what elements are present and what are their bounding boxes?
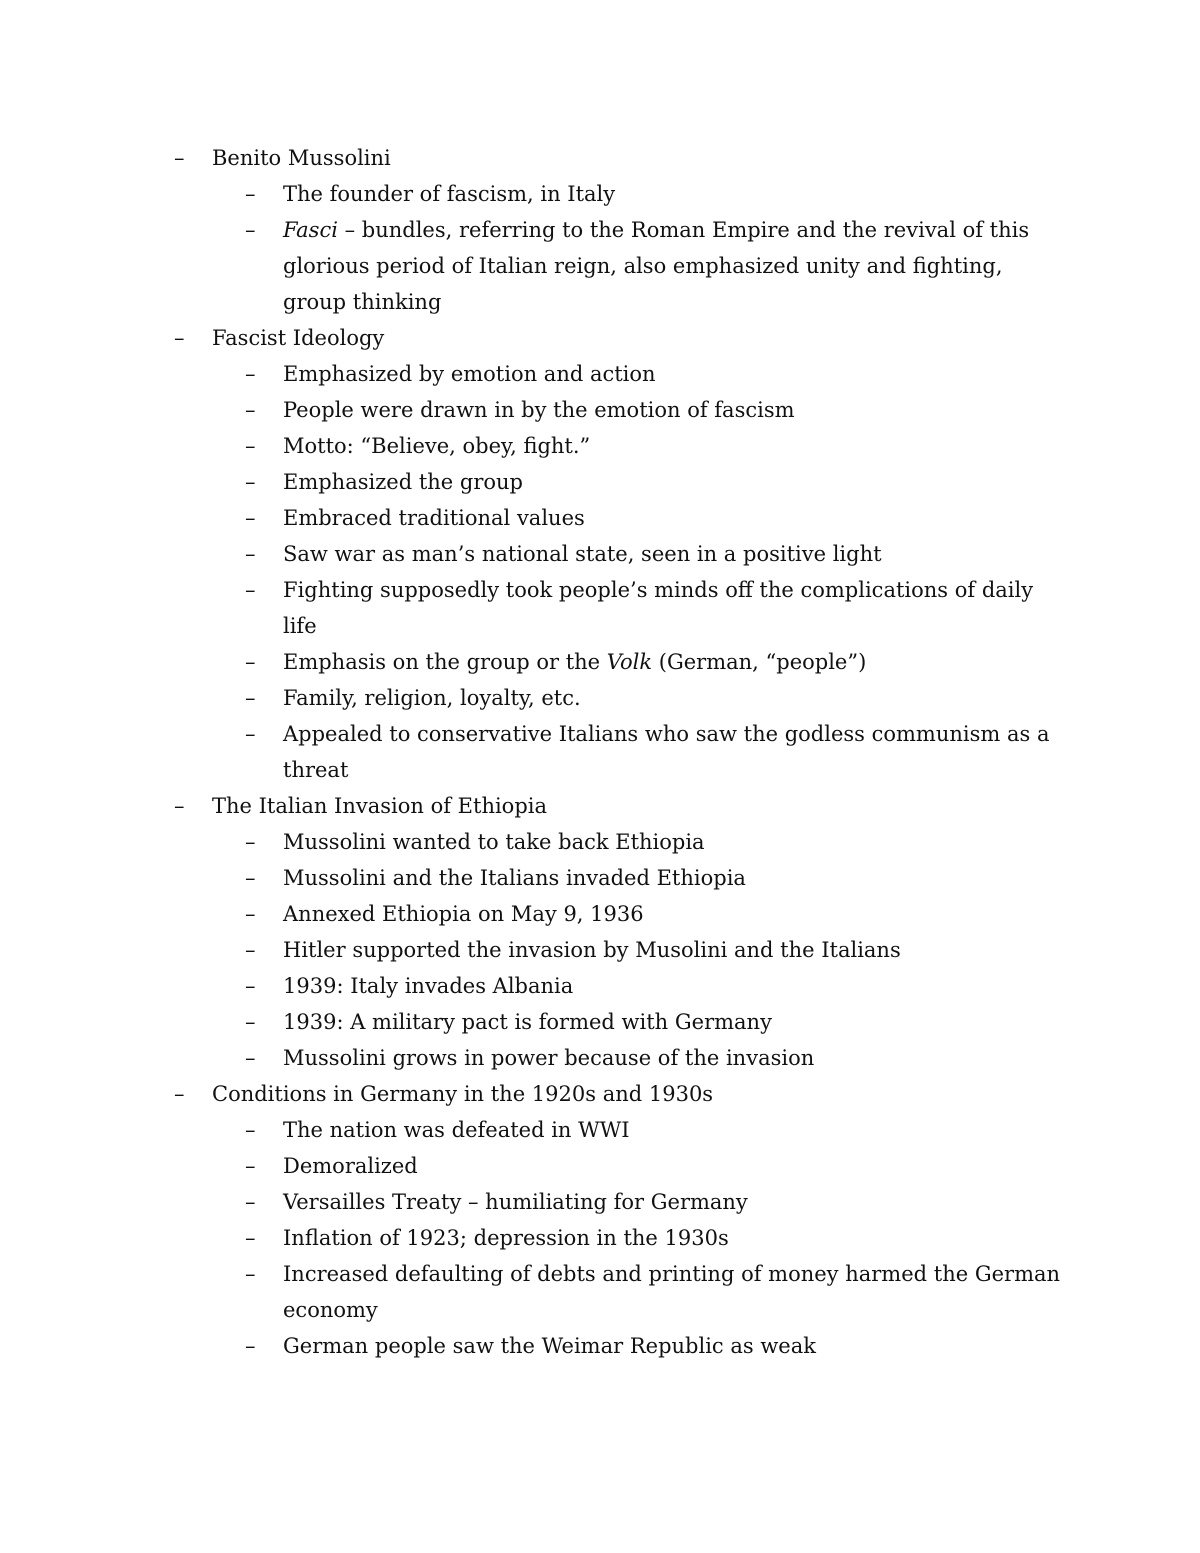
item-text <box>283 1334 816 1358</box>
dash-bullet-icon: – <box>245 1154 256 1178</box>
item-text <box>283 902 644 926</box>
outline-subitem <box>0 1004 1063 1040</box>
text-segment: Embraced traditional values <box>283 506 585 530</box>
text-segment: People were drawn in by the emotion of fascism <box>283 398 795 422</box>
text-segment: The Italian Invasion of Ethiopia <box>212 794 548 818</box>
item-text <box>283 686 581 710</box>
outline-subitem <box>0 968 1063 1004</box>
text-segment: Demoralized <box>283 1154 418 1178</box>
item-text <box>283 1046 814 1070</box>
dash-bullet-icon: – <box>245 686 256 710</box>
dash-bullet-icon: – <box>245 1118 256 1142</box>
item-text <box>283 434 590 458</box>
dash-bullet-icon: – <box>245 578 256 602</box>
text-segment: Hitler supported the invasion by Musolini and the Italians <box>283 938 901 962</box>
dash-bullet-icon: – <box>245 398 256 422</box>
outline-subitem <box>0 464 1063 500</box>
item-text <box>283 182 615 206</box>
outline-subitem <box>0 572 1063 644</box>
text-segment: Increased defaulting of debts and printing of money harmed the German economy <box>283 1262 1061 1322</box>
outline-list <box>0 140 1200 1364</box>
item-text <box>283 866 746 890</box>
dash-bullet-icon: – <box>245 650 256 674</box>
dash-bullet-icon: – <box>245 938 256 962</box>
outline-subitem <box>0 680 1063 716</box>
item-text <box>283 650 866 674</box>
outline-subitem <box>0 860 1063 896</box>
item-text <box>283 974 573 998</box>
text-segment: Mussolini wanted to take back Ethiopia <box>283 830 705 854</box>
item-text <box>212 146 391 170</box>
text-segment: The founder of fascism, in Italy <box>283 182 616 206</box>
text-segment: German people saw the Weimar Republic as weak <box>283 1334 816 1358</box>
item-text <box>283 1154 418 1178</box>
outline-subitem <box>0 356 1063 392</box>
dash-bullet-icon: – <box>245 542 256 566</box>
dash-bullet-icon: – <box>245 830 256 854</box>
outline-subitem <box>0 392 1063 428</box>
text-segment: Family, religion, loyalty, etc. <box>283 686 581 710</box>
outline-subitem <box>0 1328 1063 1364</box>
dash-bullet-icon: – <box>245 218 256 242</box>
dash-bullet-icon: – <box>174 1082 185 1106</box>
text-segment: Emphasized the group <box>283 470 523 494</box>
outline-subitem <box>0 824 1063 860</box>
text-segment: Mussolini and the Italians invaded Ethiopia <box>283 866 746 890</box>
dash-bullet-icon: – <box>245 974 256 998</box>
text-segment: Mussolini grows in power because of the invasion <box>283 1046 815 1070</box>
dash-bullet-icon: – <box>245 1046 256 1070</box>
dash-bullet-icon: – <box>245 1190 256 1214</box>
dash-bullet-icon: – <box>174 326 185 350</box>
outline-heading-item <box>0 140 1072 176</box>
outline-subitem <box>0 716 1063 788</box>
dash-bullet-icon: – <box>245 506 256 530</box>
outline-subitem <box>0 1040 1063 1076</box>
item-text <box>283 722 1049 782</box>
item-text <box>283 362 656 386</box>
item-text <box>283 1226 729 1250</box>
outline-subitem <box>0 536 1063 572</box>
dash-bullet-icon: – <box>245 1334 256 1358</box>
text-segment: Versailles Treaty – humiliating for Germany <box>283 1190 748 1214</box>
dash-bullet-icon: – <box>245 470 256 494</box>
text-segment: 1939: Italy invades Albania <box>283 974 574 998</box>
dash-bullet-icon: – <box>174 794 185 818</box>
dash-bullet-icon: – <box>174 146 185 170</box>
item-text <box>283 218 1029 314</box>
outline-subitem <box>0 1148 1063 1184</box>
item-text <box>283 398 795 422</box>
text-segment: (German, “people”) <box>652 650 867 674</box>
item-text <box>283 938 901 962</box>
outline-subitem <box>0 176 1063 212</box>
item-text <box>212 1082 713 1106</box>
text-segment: 1939: A military pact is formed with Germany <box>283 1010 772 1034</box>
text-segment: Saw war as man’s national state, seen in a positive light <box>283 542 882 566</box>
outline-heading-item <box>0 1076 1072 1112</box>
text-segment: – bundles, referring to the Roman Empire and the revival of this glorious period of Italian reign, also emphasized unity and fighting, group thinking <box>283 218 1030 314</box>
outline-subitem <box>0 644 1063 680</box>
dash-bullet-icon: – <box>245 1010 256 1034</box>
dash-bullet-icon: – <box>245 434 256 458</box>
item-text <box>283 830 705 854</box>
outline-subitem <box>0 428 1063 464</box>
text-segment: The nation was defeated in WWI <box>283 1118 630 1142</box>
outline-subitem <box>0 932 1063 968</box>
outline-subitem <box>0 212 1063 320</box>
text-segment: Fighting supposedly took people’s minds off the complications of daily life <box>283 578 1034 638</box>
outline-subitem <box>0 500 1063 536</box>
outline-subitem <box>0 896 1063 932</box>
dash-bullet-icon: – <box>245 866 256 890</box>
outline-subitem <box>0 1184 1063 1220</box>
item-text <box>283 470 523 494</box>
text-segment: Annexed Ethiopia on May 9, 1936 <box>283 902 644 926</box>
text-segment: Appealed to conservative Italians who saw the godless communism as a threat <box>283 722 1050 782</box>
item-text <box>283 1010 772 1034</box>
item-text <box>212 326 384 350</box>
text-segment: Motto: “Believe, obey, fight.” <box>283 434 591 458</box>
dash-bullet-icon: – <box>245 902 256 926</box>
dash-bullet-icon: – <box>245 182 256 206</box>
item-text <box>283 1262 1060 1322</box>
item-text <box>283 1118 630 1142</box>
item-text <box>283 578 1033 638</box>
text-segment: Fascist Ideology <box>212 326 385 350</box>
outline-subitem <box>0 1112 1063 1148</box>
italic-term: Fasci <box>283 218 338 242</box>
outline-subitem <box>0 1256 1063 1328</box>
item-text <box>212 794 547 818</box>
text-segment: Emphasis on the group or the <box>283 650 607 674</box>
dash-bullet-icon: – <box>245 722 256 746</box>
dash-bullet-icon: – <box>245 1262 256 1286</box>
outline-heading-item <box>0 788 1072 824</box>
item-text <box>283 506 585 530</box>
item-text <box>283 1190 748 1214</box>
outline-subitem <box>0 1220 1063 1256</box>
text-segment: Conditions in Germany in the 1920s and 1930s <box>212 1082 714 1106</box>
italic-term: Volk <box>606 650 653 674</box>
outline-heading-item <box>0 320 1072 356</box>
item-text <box>283 542 882 566</box>
dash-bullet-icon: – <box>245 362 256 386</box>
text-segment: Emphasized by emotion and action <box>283 362 656 386</box>
text-segment: Inflation of 1923; depression in the 1930s <box>283 1226 729 1250</box>
dash-bullet-icon: – <box>245 1226 256 1250</box>
text-segment: Benito Mussolini <box>212 146 391 170</box>
